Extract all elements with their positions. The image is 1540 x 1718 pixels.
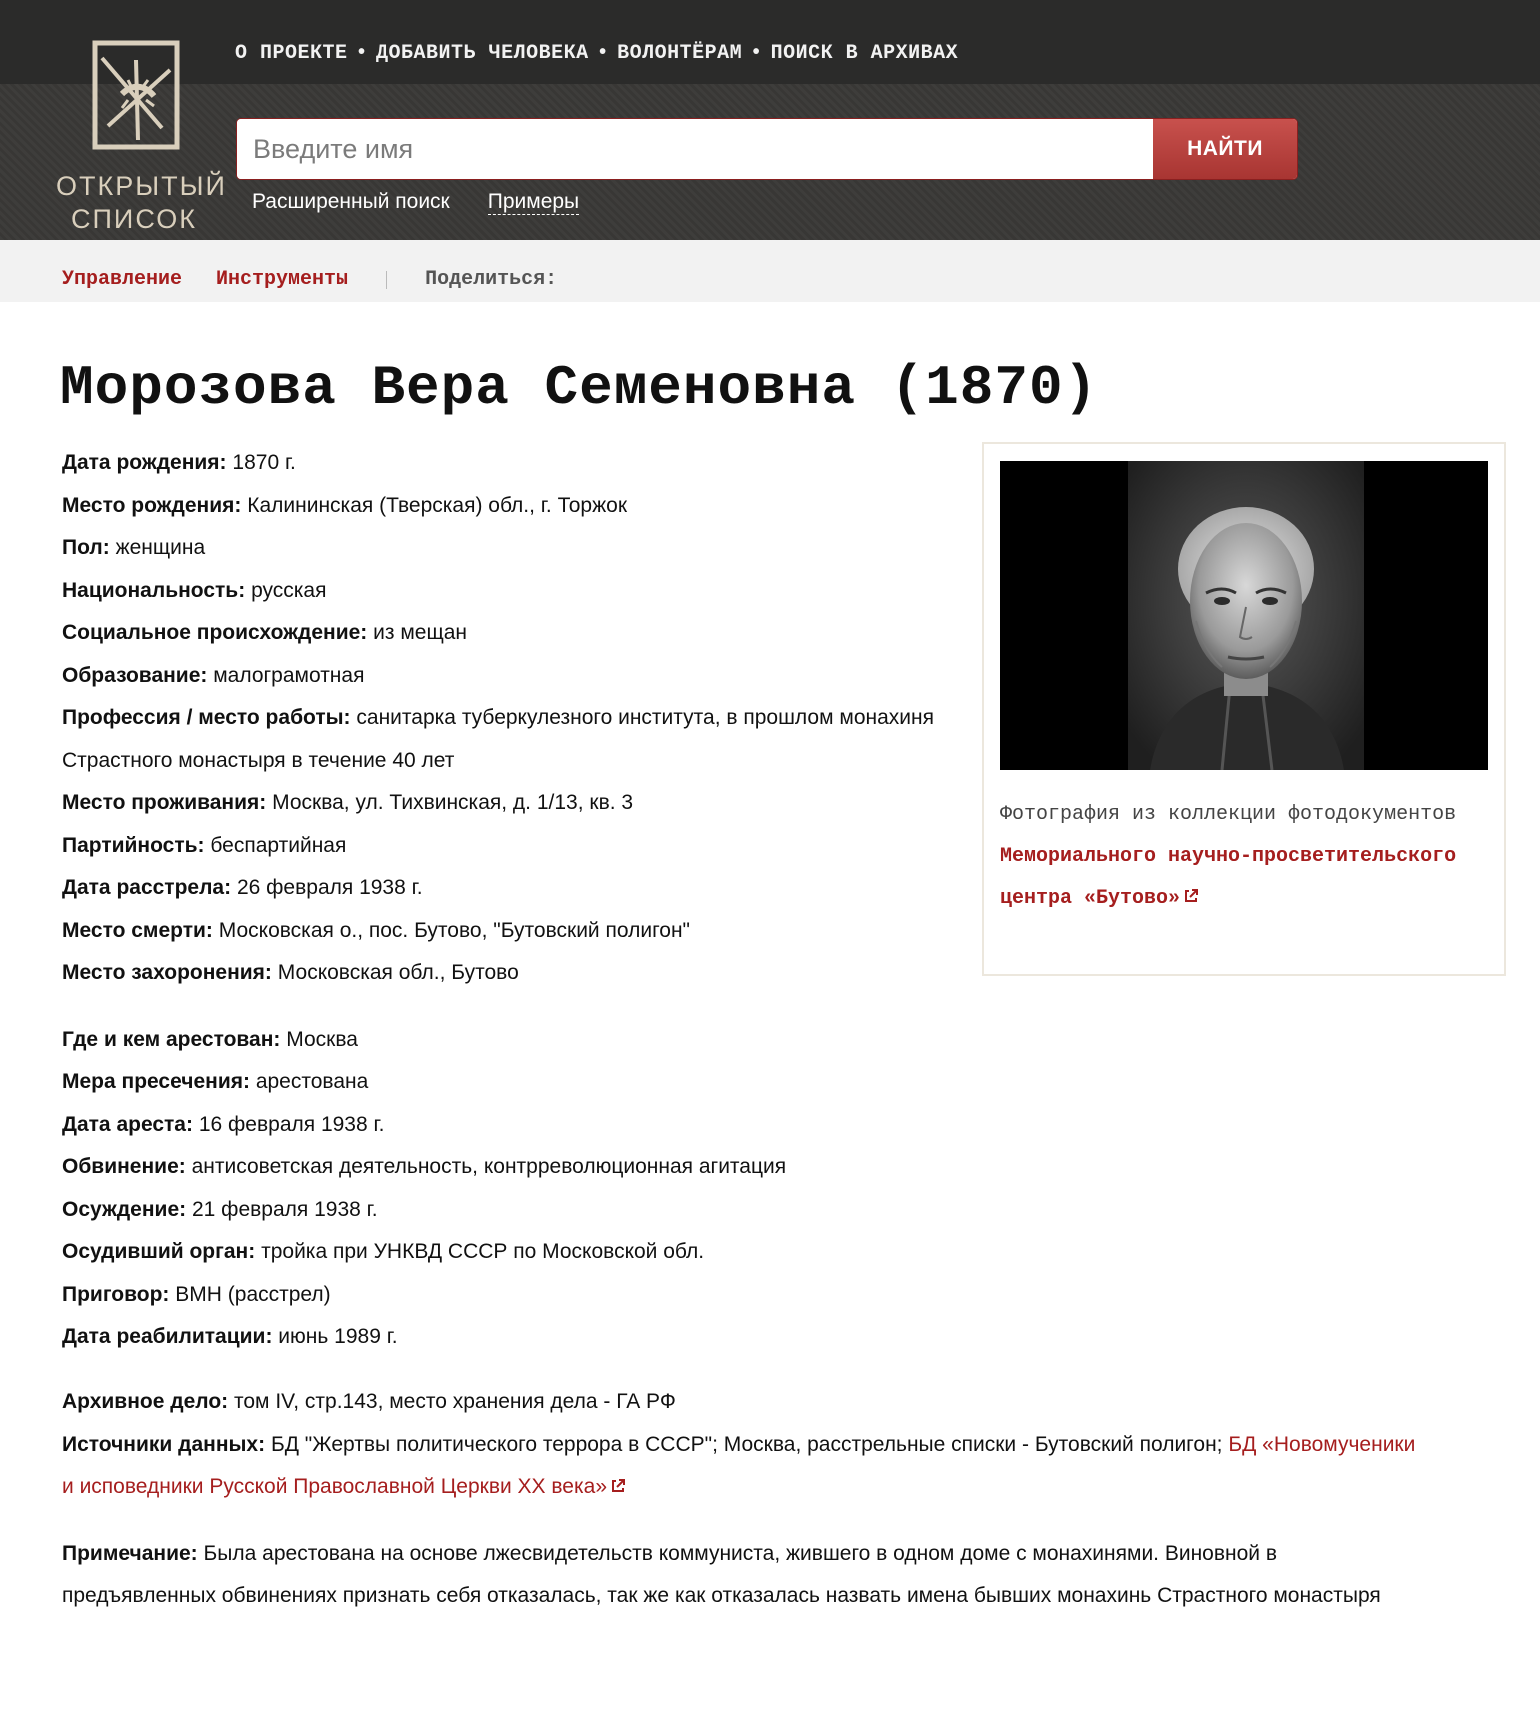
field-value: женщина xyxy=(115,536,206,559)
field-sentence xyxy=(62,1274,942,1317)
top-navigation xyxy=(235,38,958,68)
field-value: арестована xyxy=(255,1070,369,1093)
field-label: Место рождения: xyxy=(62,493,242,517)
field-value: малограмотная xyxy=(213,663,365,687)
field-label: Партийность: xyxy=(62,833,205,857)
field-value: 16 февраля 1938 г. xyxy=(198,1112,385,1136)
field-label: Дата реабилитации: xyxy=(62,1325,273,1348)
field-label: Образование: xyxy=(62,663,208,687)
field-arrested-by xyxy=(62,1019,942,1062)
field-convicting-body xyxy=(62,1231,942,1274)
site-logo[interactable] xyxy=(56,40,227,236)
nav-about[interactable]: О ПРОЕКТЕ xyxy=(235,41,348,65)
field-value: тройка при УНКВД СССР по Московской обл. xyxy=(261,1240,705,1263)
field-sources xyxy=(62,1424,1422,1509)
field-label: Пол: xyxy=(62,536,110,559)
field-value: БД "Жертвы политического террора в СССР"; Москва, расстрельные списки - Бутовский полигон; xyxy=(270,1432,1223,1456)
caption-text: Фотография из коллекции фотодокументов xyxy=(1000,803,1457,826)
nav-archive-search[interactable]: ПОИСК В АРХИВАХ xyxy=(770,41,959,65)
advanced-search-link[interactable]: Расширенный поиск xyxy=(252,190,450,213)
field-value: том IV, стр.143, место хранения дела - ГА РФ xyxy=(233,1390,676,1413)
field-charge xyxy=(62,1146,942,1189)
search-links xyxy=(252,190,579,215)
field-archive-case xyxy=(62,1381,1422,1424)
nav-separator: • xyxy=(750,41,763,65)
barbed-wire-logo-icon xyxy=(92,40,180,150)
photo-card xyxy=(982,442,1506,976)
section-gap xyxy=(62,995,942,1019)
field-value: Московская обл., Бутово xyxy=(277,961,519,984)
tools-menu[interactable]: Инструменты xyxy=(216,268,349,291)
logo-text xyxy=(56,170,227,236)
field-preventive-measure xyxy=(62,1061,942,1104)
field-label: Социальное происхождение: xyxy=(62,621,368,644)
field-value: Была арестована на основе лжесвидетельств коммуниста, жившего в одном доме с монахинями. Виновной в предъявленных обвинениях признать себя отказалась, так же как отказалась назвать имена бывших монахинь Страстного монастыря xyxy=(62,1541,1381,1607)
field-label: Национальность: xyxy=(62,578,246,602)
field-education xyxy=(62,655,942,698)
action-bar xyxy=(0,240,1540,302)
field-label: Мера пресечения: xyxy=(62,1070,250,1093)
field-label: Дата ареста: xyxy=(62,1112,193,1136)
nav-separator: • xyxy=(596,41,610,65)
field-value: 26 февраля 1938 г. xyxy=(236,876,423,899)
external-link-icon xyxy=(1183,888,1199,904)
field-label: Профессия / место работы: xyxy=(62,706,351,729)
field-value: русская xyxy=(251,578,327,602)
field-value: Москва, ул. Тихвинская, д. 1/13, кв. 3 xyxy=(272,791,634,814)
field-rehabilitation-date xyxy=(62,1316,942,1359)
share-label: Поделиться: xyxy=(425,268,558,291)
nav-volunteers[interactable]: ВОЛОНТЁРАМ xyxy=(617,41,743,65)
field-label: Место смерти: xyxy=(62,918,213,942)
sources-link-text: БД «Новомученики и исповедники Русской Православной Церкви XX века» xyxy=(62,1432,1416,1498)
field-social-origin xyxy=(62,612,942,655)
field-value: из мещан xyxy=(373,621,468,644)
field-note xyxy=(62,1533,1422,1618)
search-button[interactable]: НАЙТИ xyxy=(1153,119,1297,179)
section-gap xyxy=(62,1509,1422,1533)
field-profession xyxy=(62,697,942,782)
divider xyxy=(386,271,387,289)
field-label: Обвинение: xyxy=(62,1155,186,1178)
field-label: Приговор: xyxy=(62,1282,170,1306)
action-bar-items xyxy=(62,268,557,291)
field-label: Место проживания: xyxy=(62,791,267,814)
search-form xyxy=(236,118,1298,180)
field-label: Осуждение: xyxy=(62,1197,187,1221)
field-conviction xyxy=(62,1189,942,1232)
field-value: 21 февраля 1938 г. xyxy=(191,1197,378,1221)
field-value: антисоветская деятельность, контрреволюционная агитация xyxy=(191,1155,787,1178)
site-header xyxy=(0,0,1540,240)
field-label: Дата расстрела: xyxy=(62,876,232,899)
memorial-center-link[interactable] xyxy=(1000,845,1456,910)
field-label: Где и кем арестован: xyxy=(62,1027,281,1051)
field-value: Калининская (Тверская) обл., г. Торжок xyxy=(247,493,628,517)
person-photo[interactable] xyxy=(1000,461,1488,770)
field-label: Примечание: xyxy=(62,1541,198,1565)
field-death-place xyxy=(62,910,942,953)
field-party xyxy=(62,825,942,868)
section-gap xyxy=(62,1359,942,1383)
external-link-icon xyxy=(610,1478,626,1494)
field-value: июнь 1989 г. xyxy=(278,1325,398,1348)
nav-add-person[interactable]: ДОБАВИТЬ ЧЕЛОВЕКА xyxy=(376,41,589,65)
field-burial-place xyxy=(62,952,942,995)
field-birth-place xyxy=(62,485,942,528)
manage-menu[interactable]: Управление xyxy=(62,268,183,291)
field-arrest-date xyxy=(62,1104,942,1147)
field-execution-date xyxy=(62,867,942,910)
field-value: 1870 г. xyxy=(232,451,296,474)
field-residence xyxy=(62,782,942,825)
photo-caption xyxy=(1000,794,1480,920)
memorial-center-link-text: Мемориального научно-просветительского центра «Бутово» xyxy=(1000,845,1457,910)
field-value: Московская о., пос. Бутово, "Бутовский полигон" xyxy=(218,918,690,942)
portrait-image xyxy=(1000,461,1488,770)
field-label: Место захоронения: xyxy=(62,961,272,984)
field-value: ВМН (расстрел) xyxy=(175,1282,331,1306)
field-label: Дата рождения: xyxy=(62,451,227,474)
field-nationality xyxy=(62,570,942,613)
field-value: санитарка туберкулезного института, в прошлом монахиня Страстного монастыря в течение 40 лет xyxy=(62,706,934,772)
logo-line-1: ОТКРЫТЫЙ xyxy=(56,171,227,201)
field-label: Источники данных: xyxy=(62,1432,266,1456)
page-title: Морозова Вера Семеновна (1870) xyxy=(60,356,1099,420)
person-details xyxy=(62,442,942,1383)
examples-link[interactable]: Примеры xyxy=(487,190,580,213)
archive-details xyxy=(62,1381,1422,1618)
logo-line-2: СПИСОК xyxy=(71,204,197,234)
field-value: беспартийная xyxy=(210,833,347,857)
field-label: Осудивший орган: xyxy=(62,1240,256,1263)
search-input[interactable] xyxy=(237,119,1153,179)
field-sex xyxy=(62,527,942,570)
field-label: Архивное дело: xyxy=(62,1390,229,1413)
field-value: Москва xyxy=(286,1027,358,1051)
nav-separator: • xyxy=(355,41,369,65)
field-birth-date xyxy=(62,442,942,485)
